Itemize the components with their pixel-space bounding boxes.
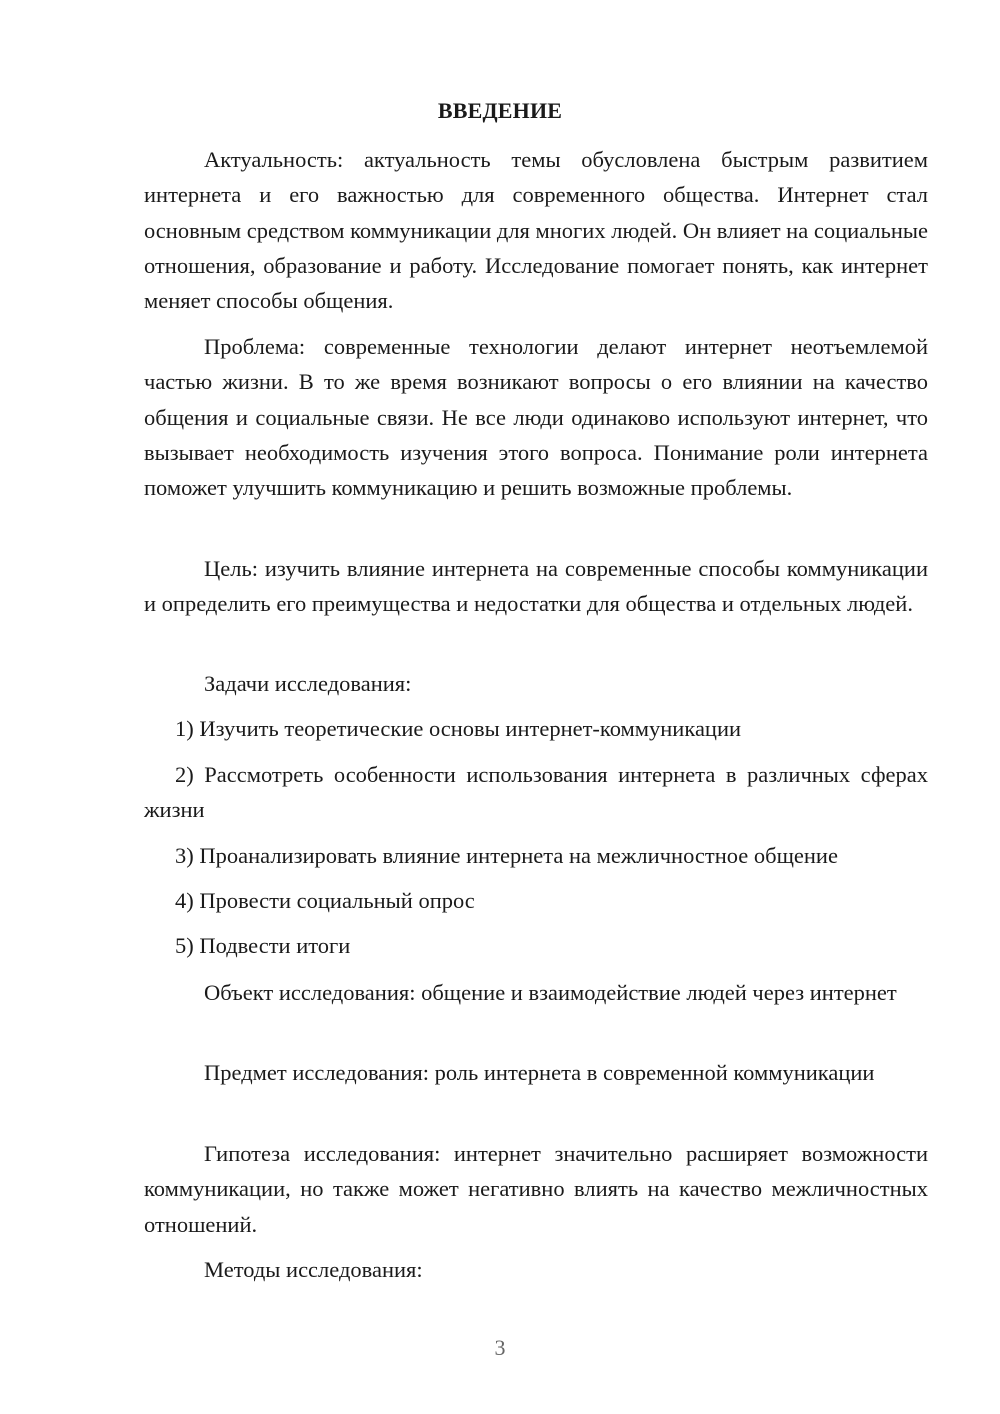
paragraph-object: Объект исследования: общение и взаимодействие людей через интернет — [204, 980, 897, 1005]
task-item-1: 1) Изучить теоретические основы интернет-коммуникации — [175, 716, 742, 741]
paragraph-subject: Предмет исследования: роль интернета в современной коммуникации — [204, 1060, 875, 1085]
paragraph-problem: Проблема: современные технологии делают интернет неотъемлемой частью жизни. В то же время возникают вопросы о его влиянии на качество общения и социальные связи. Не все люди одинаково используют интернет, что вызывает необходимость изучения этого вопроса. Понимание роли интернета поможет улучшить коммуникацию и решить возможные проблемы. — [144, 334, 928, 501]
page-number: 3 — [494, 1335, 506, 1360]
paragraph-relevance: Актуальность: актуальность темы обусловлена быстрым развитием интернета и его важностью для современного общества. Интернет стал основным средством коммуникации для многих людей. Он влияет на социальные отношения, образование и работу. Исследование помогает понять, как интернет меняет способы общения. — [144, 147, 928, 314]
paragraph-goal: Цель: изучить влияние интернета на современные способы коммуникации и определить его преимущества и недостатки для общества и отдельных людей. — [144, 556, 928, 617]
task-item-4: 4) Провести социальный опрос — [175, 888, 475, 913]
task-item-5: 5) Подвести итоги — [175, 933, 351, 958]
tasks-heading: Задачи исследования: — [204, 671, 412, 696]
methods-heading: Методы исследования: — [204, 1257, 423, 1282]
task-item-2: 2) Рассмотреть особенности использования интернета в различных сферах жизни — [144, 762, 928, 823]
page-title: ВВЕДЕНИЕ — [437, 98, 563, 123]
paragraph-hypothesis: Гипотеза исследования: интернет значительно расширяет возможности коммуникации, но также может негативно влиять на качество межличностных отношений. — [144, 1141, 928, 1237]
task-item-3: 3) Проанализировать влияние интернета на межличностное общение — [175, 843, 838, 868]
